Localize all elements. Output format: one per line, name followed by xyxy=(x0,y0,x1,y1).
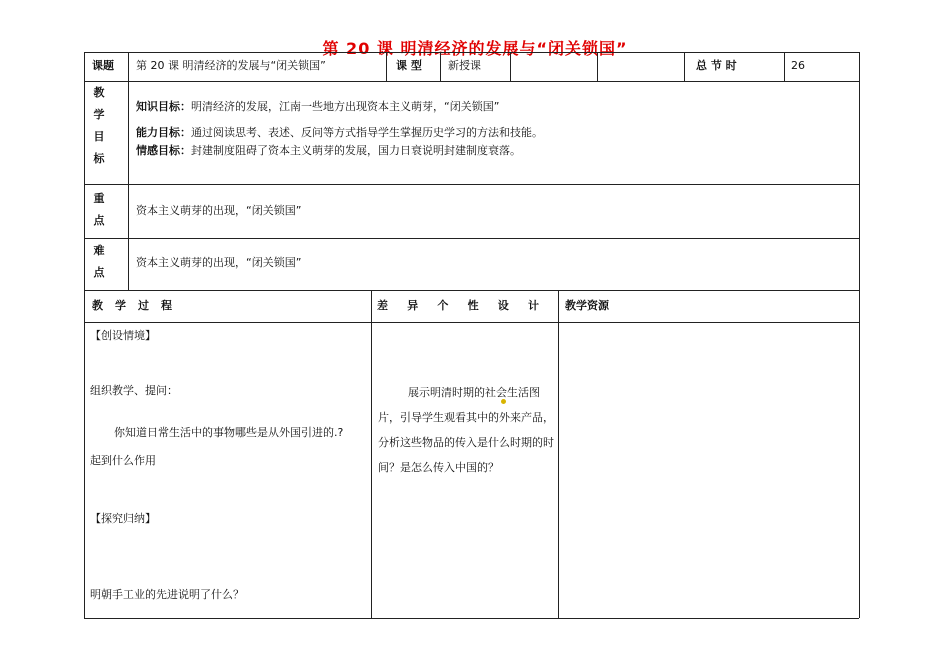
type-label: 课 型 xyxy=(396,59,422,72)
process-line: 起到什么作用 xyxy=(90,454,156,467)
row-divider xyxy=(84,184,859,185)
table-border-left xyxy=(84,52,85,618)
key-points-text: 资本主义萌芽的出现，“闭关锁国” xyxy=(136,204,302,217)
difficulties-label: 难 点 xyxy=(93,244,105,279)
resources-header: 教学资源 xyxy=(565,299,609,312)
section-heading: 【创设情境】 xyxy=(90,329,156,342)
row-divider xyxy=(84,322,859,323)
page-title: 第 20 课 明清经济的发展与“闭关锁国” xyxy=(322,39,628,58)
col-divider xyxy=(440,52,441,81)
col-divider xyxy=(558,290,559,618)
key-points-label: 重 点 xyxy=(93,192,105,227)
topic-label: 课题 xyxy=(92,59,114,72)
col-divider xyxy=(684,52,685,81)
emotion-goal: 情感目标：封建制度阻碍了资本主义萌芽的发展，国力日衰说明封建制度衰落。 xyxy=(136,144,521,157)
col-divider xyxy=(510,52,511,81)
table-border-bottom xyxy=(84,618,859,619)
col-divider xyxy=(784,52,785,81)
col-divider xyxy=(128,81,129,290)
row-divider xyxy=(84,238,859,239)
difficulties-text: 资本主义萌芽的出现，“闭关锁国” xyxy=(136,256,302,269)
hours-value: 26 xyxy=(791,59,805,72)
type-value: 新授课 xyxy=(448,59,481,72)
process-header: 教 学 过 程 xyxy=(92,299,172,312)
process-line: 你知道日常生活中的事物哪些是从外国引进的.? xyxy=(114,426,344,439)
lesson-plan-table xyxy=(84,52,859,618)
row-divider xyxy=(84,290,859,291)
row-divider xyxy=(84,81,859,82)
highlight-mark xyxy=(501,399,506,404)
col-divider xyxy=(386,52,387,81)
col-divider xyxy=(371,290,372,618)
design-header: 差 异 个 性 设 计 xyxy=(377,299,539,312)
col-divider xyxy=(128,52,129,81)
col-divider xyxy=(597,52,598,81)
hours-label: 总 节 时 xyxy=(696,59,737,72)
goals-label: 教 学 目 标 xyxy=(93,86,105,165)
section-heading: 【探究归纳】 xyxy=(90,512,156,525)
process-line: 组织教学、提问： xyxy=(90,384,178,397)
design-text: 展示明清时期的社会生活图片，引导学生观看其中的外来产品，分析这些物品的传入是什么时期的时间？是怎么传入中国的？ xyxy=(378,386,554,474)
table-border-top xyxy=(84,52,859,53)
table-border-right xyxy=(859,52,860,618)
knowledge-goal: 知识目标：明清经济的发展，江南一些地方出现资本主义萌芽，“闭关锁国” xyxy=(136,100,500,113)
topic-value: 第 20 课 明清经济的发展与“闭关锁国” xyxy=(136,59,326,72)
ability-goal: 能力目标：通过阅读思考、表述、反问等方式指导学生掌握历史学习的方法和技能。 xyxy=(136,126,543,139)
process-line: 明朝手工业的先进说明了什么？ xyxy=(90,588,244,601)
